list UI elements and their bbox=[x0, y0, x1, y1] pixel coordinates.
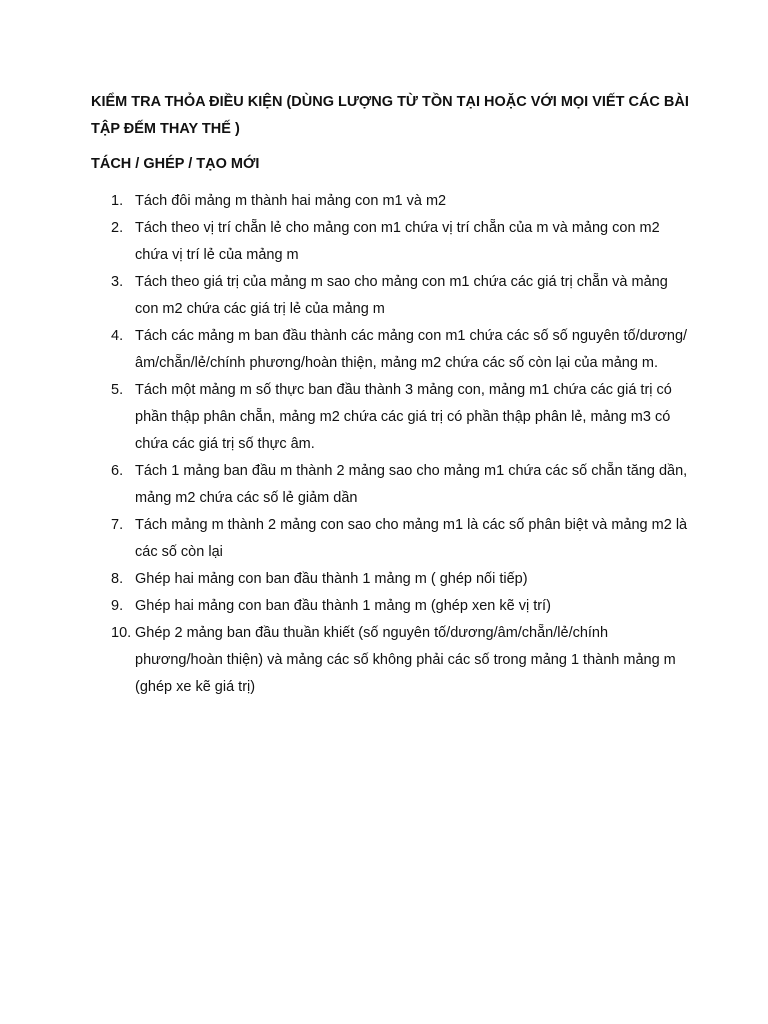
list-item bbox=[91, 323, 691, 377]
list-item-number: 8. bbox=[111, 571, 124, 587]
list-item-text: Ghép hai mảng con ban đầu thành 1 mảng m ( ghép nối tiếp) bbox=[135, 571, 528, 587]
list-item bbox=[91, 458, 691, 512]
list-item bbox=[91, 566, 691, 593]
list-item-text: Tách các mảng m ban đầu thành các mảng con m1 chứa các số số nguyên tố/dương/âm/chẵn/lẻ/chính phương/hoàn thiện, mảng m2 chứa các số còn lại của mảng m. bbox=[135, 328, 688, 371]
list-item-number: 1. bbox=[111, 193, 124, 209]
list-item-number: 2. bbox=[111, 220, 124, 236]
list-item-text: Tách 1 mảng ban đầu m thành 2 mảng sao cho mảng m1 chứa các số chẵn tăng dần, mảng m2 chứa các số lẻ giảm dần bbox=[135, 463, 688, 506]
list-item bbox=[91, 512, 691, 566]
list-item-text: Ghép hai mảng con ban đầu thành 1 mảng m (ghép xen kẽ vị trí) bbox=[135, 598, 551, 614]
list-item bbox=[91, 593, 691, 620]
list-item-number: 7. bbox=[111, 517, 124, 533]
list-item-text: Tách theo giá trị của mảng m sao cho mảng con m1 chứa các giá trị chẵn và mảng con m2 chứa các giá trị lẻ của mảng m bbox=[135, 274, 668, 317]
list-item bbox=[91, 377, 691, 458]
list-item bbox=[91, 215, 691, 269]
list-item-number: 10. bbox=[111, 625, 132, 641]
list-item bbox=[91, 269, 691, 323]
list-item bbox=[91, 620, 691, 701]
document-heading: KIỂM TRA THỎA ĐIỀU KIỆN (DÙNG LƯỢNG TỪ TỒN TẠI HOẶC VỚI MỌI VIẾT CÁC BÀI TẬP ĐẾM THAY THẾ ) bbox=[91, 94, 689, 137]
list-item-number: 9. bbox=[111, 598, 124, 614]
list-item-number: 4. bbox=[111, 328, 124, 344]
list-item-number: 5. bbox=[111, 382, 124, 398]
list-item-text: Tách một mảng m số thực ban đầu thành 3 mảng con, mảng m1 chứa các giá trị có phần thập phân chẵn, mảng m2 chứa các giá trị có phần thập phân lẻ, mảng m3 có chứa các giá trị số thực âm. bbox=[135, 382, 672, 452]
task-list bbox=[91, 188, 691, 701]
list-item bbox=[91, 188, 691, 215]
list-item-text: Ghép 2 mảng ban đầu thuần khiết (số nguyên tố/dương/âm/chẵn/lẻ/chính phương/hoàn thiện) và mảng các số không phải các số trong mảng 1 thành mảng m (ghép xe kẽ giá trị) bbox=[135, 625, 676, 695]
list-item-text: Tách theo vị trí chẵn lẻ cho mảng con m1 chứa vị trí chẵn của m và mảng con m2 chứa vị trí lẻ của mảng m bbox=[135, 220, 660, 263]
list-item-text: Tách mảng m thành 2 mảng con sao cho mảng m1 là các số phân biệt và mảng m2 là các số còn lại bbox=[135, 517, 688, 560]
list-item-number: 6. bbox=[111, 463, 124, 479]
list-item-text: Tách đôi mảng m thành hai mảng con m1 và m2 bbox=[135, 193, 447, 209]
list-item-number: 3. bbox=[111, 274, 124, 290]
section-title: TÁCH / GHÉP / TẠO MỚI bbox=[91, 156, 260, 172]
